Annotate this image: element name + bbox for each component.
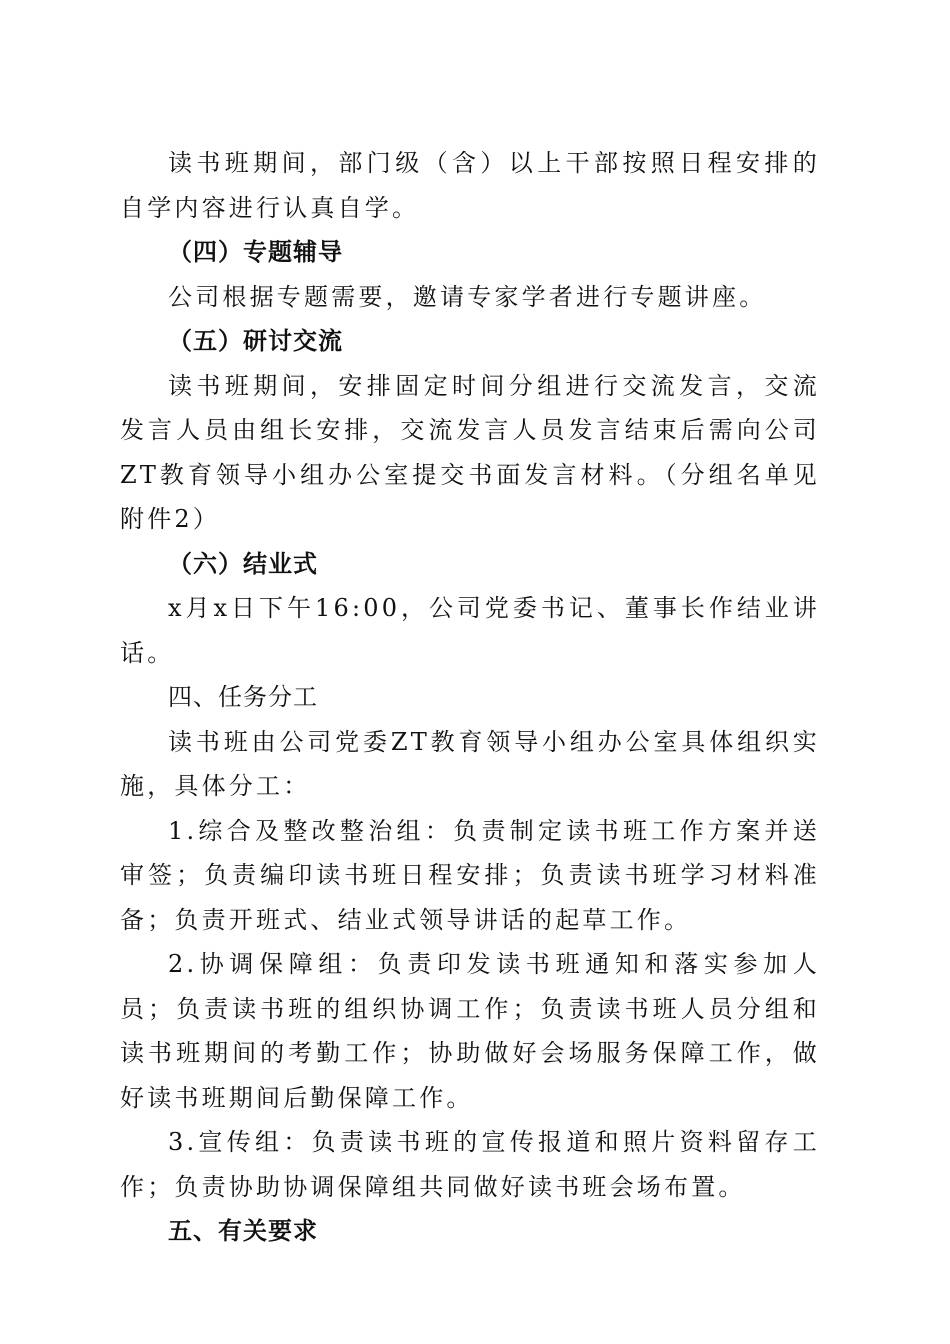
paragraph-self-study: 读书班期间，部门级（含）以上干部按照日程安排的自学内容进行认真自学。	[120, 149, 820, 222]
section-heading-requirements: 五、有关要求	[168, 1217, 318, 1245]
paragraph-task-group-1: 1.综合及整改整治组：负责制定读书班工作方案并送审签；负责编印读书班日程安排；负责读书班学习材料准备；负责开班式、结业式领导讲话的起草工作。	[120, 816, 820, 934]
subheading-closing-ceremony: （六）结业式	[168, 549, 318, 578]
paragraph-group-exchange: 读书班期间，安排固定时间分组进行交流发言，交流发言人员由组长安排，交流发言人员发言结束后需向公司ZT教育领导小组办公室提交书面发言材料。（分组名单见附件2）	[120, 371, 820, 533]
paragraph-expert-lectures: 公司根据专题需要，邀请专家学者进行专题讲座。	[168, 282, 767, 311]
paragraph-task-group-2: 2.协调保障组：负责印发读书班通知和落实参加人员；负责读书班的组织协调工作；负责读书班人员分组和读书班期间的考勤工作；协助做好会场服务保障工作，做好读书班期间后勤保障工作。	[120, 950, 820, 1112]
document-body	[120, 141, 820, 1254]
section-heading-task-division: 四、任务分工	[168, 683, 318, 711]
paragraph-task-group-3: 3.宣传组：负责读书班的宣传报道和照片资料留存工作；负责协助协调保障组共同做好读书班会场布置。	[120, 1128, 820, 1201]
paragraph-closing-speech: x月x日下午16:00，公司党委书记、董事长作结业讲话。	[120, 594, 820, 667]
paragraph-organization: 读书班由公司党委ZT教育领导小组办公室具体组织实施，具体分工：	[120, 727, 820, 800]
subheading-topic-tutoring: （四）专题辅导	[168, 238, 343, 266]
subheading-discussion-exchange: （五）研讨交流	[168, 327, 343, 355]
